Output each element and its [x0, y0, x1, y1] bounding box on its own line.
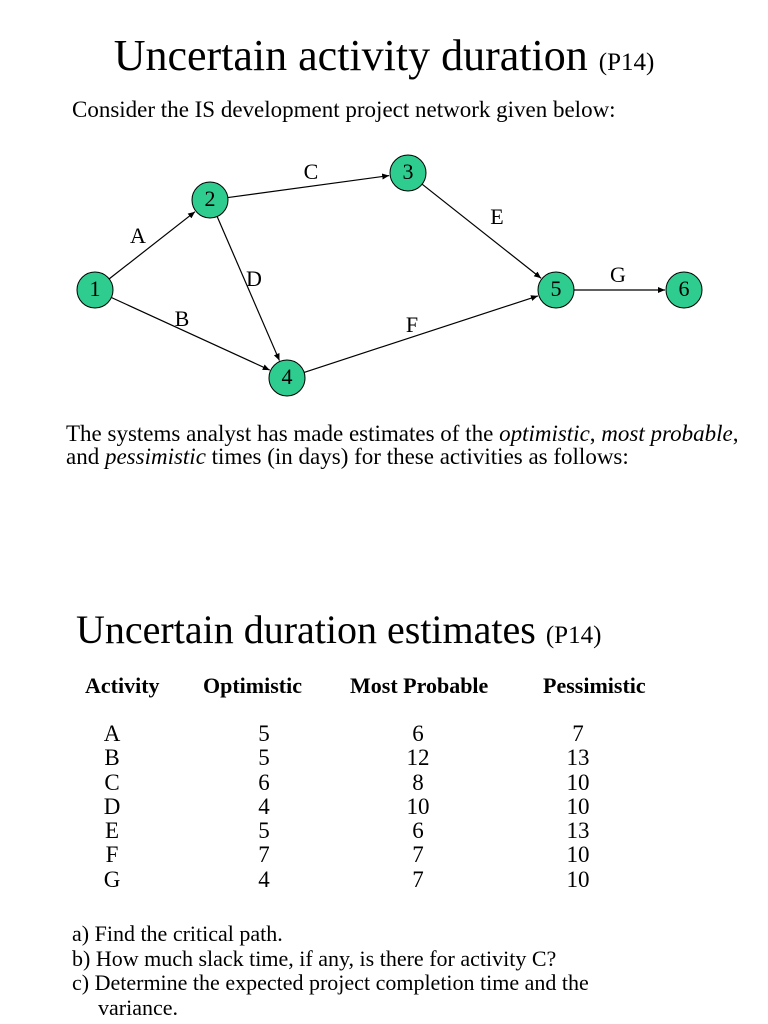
activity-cell: G	[103, 866, 121, 892]
pessimistic-cell: 13	[566, 745, 590, 771]
edge-e-label: E	[490, 204, 504, 230]
edge-a-arrow	[109, 212, 195, 279]
pessimistic-cell: 7	[572, 721, 584, 746]
activity-cell: A	[103, 721, 121, 746]
node-2-label: 2	[204, 186, 216, 212]
network-nodes	[77, 155, 702, 396]
edge-b-label: B	[174, 306, 190, 332]
activity-cell: D	[103, 793, 121, 819]
para-pessimistic: pessimistic	[104, 444, 206, 469]
header-activity: Activity	[85, 673, 160, 698]
edge-c-label: C	[303, 159, 319, 185]
node-5-label: 5	[550, 276, 562, 302]
para-text-1: The systems analyst has made estimates of the	[66, 421, 500, 446]
column-activity	[92, 722, 132, 892]
activity-cell: E	[104, 818, 120, 844]
activity-cell: B	[104, 745, 120, 771]
column-most-probable	[398, 722, 438, 892]
node-4-label: 4	[281, 364, 293, 390]
most-probable-cell: 7	[412, 842, 424, 868]
optimistic-cell: 5	[258, 818, 270, 844]
pessimistic-cell: 10	[566, 866, 590, 892]
slide1-paragraph	[66, 422, 746, 468]
question-list	[72, 922, 752, 1020]
column-pessimistic	[558, 722, 598, 892]
node-6-label: 6	[678, 276, 690, 302]
slide1-title	[0, 30, 768, 89]
optimistic-cell: 5	[258, 721, 270, 746]
header-optimistic: Optimistic	[203, 673, 302, 698]
activity-cell: C	[104, 769, 120, 795]
pessimistic-cell: 10	[566, 842, 590, 868]
edge-d-label: D	[246, 266, 262, 292]
pessimistic-cell: 13	[566, 818, 590, 844]
para-optimistic: optimistic	[499, 421, 590, 446]
edge-a-label: A	[130, 223, 146, 249]
node-3-label: 3	[402, 159, 414, 185]
question-c: c) Determine the expected project completion time and the	[72, 970, 589, 995]
optimistic-cell: 6	[258, 769, 270, 795]
optimistic-cell: 4	[258, 793, 270, 819]
most-probable-cell: 6	[412, 818, 424, 844]
question-a: a) Find the critical path.	[72, 921, 283, 946]
question-c-continued: variance.	[98, 994, 178, 1020]
project-network-diagram	[0, 140, 768, 410]
para-most-probable: most probable	[601, 421, 733, 446]
most-probable-cell: 7	[412, 866, 424, 892]
pessimistic-cell: 10	[566, 793, 590, 819]
para-text-3: , and	[66, 421, 739, 469]
slide2-title-text: Uncertain duration estimates	[76, 607, 536, 652]
most-probable-cell: 12	[406, 745, 430, 771]
slide2-title-tag: (P14)	[545, 622, 602, 649]
edge-g-label: G	[610, 262, 626, 288]
question-b: b) How much slack time, if any, is there for activity C?	[72, 945, 557, 971]
slide1-title-tag: (P14)	[598, 49, 655, 76]
edge-b-arrow	[111, 297, 269, 370]
slide1-title-text: Uncertain activity duration	[113, 31, 588, 80]
header-pessimistic: Pessimistic	[543, 673, 646, 698]
activity-cell: F	[105, 842, 119, 868]
node-1-label: 1	[89, 276, 101, 302]
edge-f-label: F	[405, 312, 419, 338]
header-most-probable: Most Probable	[350, 673, 489, 698]
para-text-4: times (in days) for these activities as follows:	[205, 444, 629, 469]
edge-e-arrow	[422, 184, 541, 278]
column-optimistic	[244, 722, 284, 892]
para-text-2: ,	[589, 421, 602, 446]
optimistic-cell: 4	[258, 866, 270, 892]
most-probable-cell: 10	[406, 793, 430, 819]
most-probable-cell: 8	[412, 769, 424, 795]
pessimistic-cell: 10	[566, 769, 590, 795]
optimistic-cell: 7	[258, 842, 270, 868]
most-probable-cell: 6	[412, 721, 424, 746]
edge-f-arrow	[304, 296, 538, 372]
slide2-title	[76, 606, 601, 660]
optimistic-cell: 5	[258, 745, 270, 771]
slide1-intro: Consider the IS development project network given below:	[72, 97, 616, 122]
